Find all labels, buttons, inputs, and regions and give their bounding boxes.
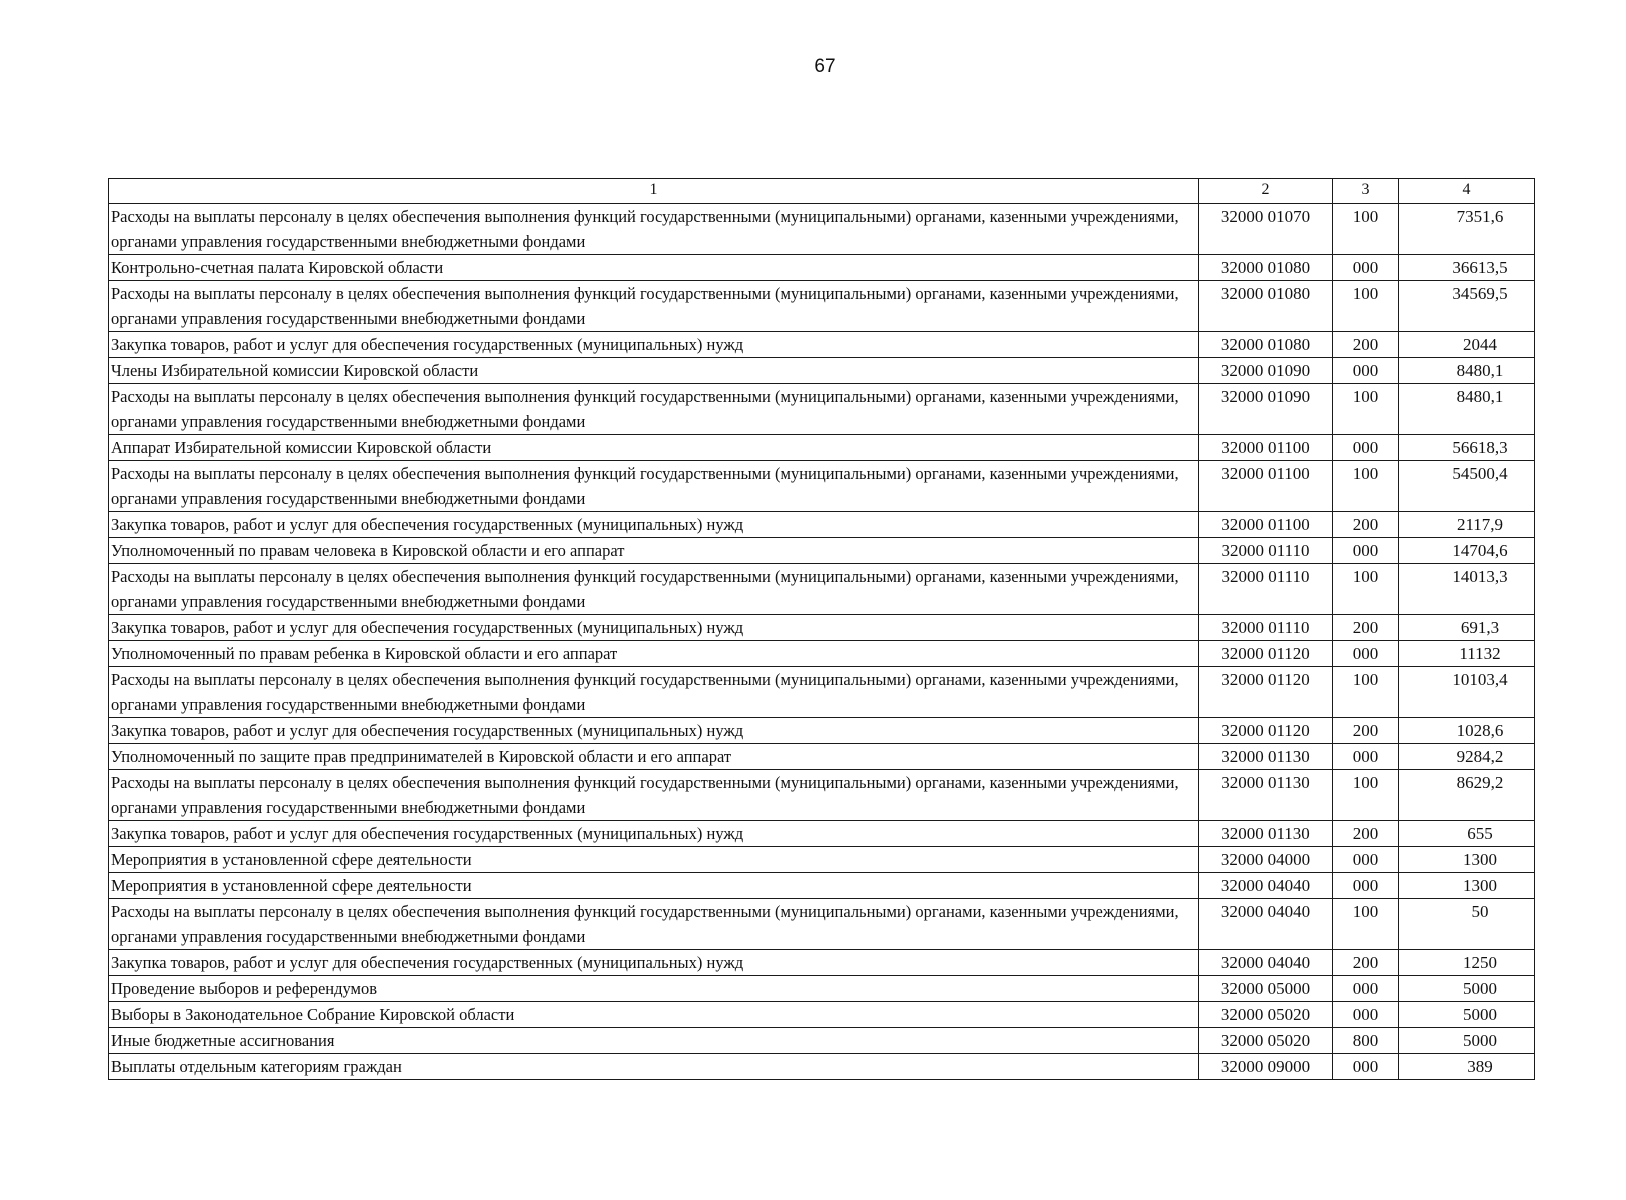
cell-code: 32000 01090 <box>1199 358 1333 384</box>
cell-code: 32000 04040 <box>1199 899 1333 950</box>
table-row <box>109 873 1535 899</box>
cell-sum: 389 <box>1399 1054 1535 1080</box>
column-header-1: 1 <box>109 179 1199 204</box>
cell-name: Расходы на выплаты персоналу в целях обеспечения выполнения функций государственными (муниципальными) органами, казенными учреждениями, органами управления государственными внебюджетными фондами <box>109 667 1199 718</box>
cell-kind: 000 <box>1333 538 1399 564</box>
cell-name: Закупка товаров, работ и услуг для обеспечения государственных (муниципальных) нужд <box>109 332 1199 358</box>
cell-sum: 655 <box>1399 821 1535 847</box>
cell-sum: 8480,1 <box>1399 384 1535 435</box>
cell-code: 32000 01120 <box>1199 641 1333 667</box>
cell-sum: 691,3 <box>1399 615 1535 641</box>
table-row <box>109 1028 1535 1054</box>
cell-name: Закупка товаров, работ и услуг для обеспечения государственных (муниципальных) нужд <box>109 718 1199 744</box>
cell-kind: 100 <box>1333 461 1399 512</box>
cell-kind: 200 <box>1333 332 1399 358</box>
cell-name: Закупка товаров, работ и услуг для обеспечения государственных (муниципальных) нужд <box>109 615 1199 641</box>
table-body <box>109 204 1535 1080</box>
cell-sum: 5000 <box>1399 976 1535 1002</box>
cell-sum: 8480,1 <box>1399 358 1535 384</box>
cell-name: Закупка товаров, работ и услуг для обеспечения государственных (муниципальных) нужд <box>109 821 1199 847</box>
cell-sum: 1028,6 <box>1399 718 1535 744</box>
cell-sum: 14704,6 <box>1399 538 1535 564</box>
cell-sum: 34569,5 <box>1399 281 1535 332</box>
table-header-row <box>109 179 1535 204</box>
cell-code: 32000 01100 <box>1199 435 1333 461</box>
table-row <box>109 435 1535 461</box>
cell-name: Расходы на выплаты персоналу в целях обеспечения выполнения функций государственными (муниципальными) органами, казенными учреждениями, органами управления государственными внебюджетными фондами <box>109 770 1199 821</box>
cell-name: Расходы на выплаты персоналу в целях обеспечения выполнения функций государственными (муниципальными) органами, казенными учреждениями, органами управления государственными внебюджетными фондами <box>109 564 1199 615</box>
cell-name: Расходы на выплаты персоналу в целях обеспечения выполнения функций государственными (муниципальными) органами, казенными учреждениями, органами управления государственными внебюджетными фондами <box>109 281 1199 332</box>
table-row <box>109 950 1535 976</box>
table-row <box>109 821 1535 847</box>
cell-code: 32000 04040 <box>1199 950 1333 976</box>
cell-code: 32000 01080 <box>1199 332 1333 358</box>
cell-code: 32000 01100 <box>1199 461 1333 512</box>
cell-code: 32000 01120 <box>1199 718 1333 744</box>
cell-sum: 1300 <box>1399 873 1535 899</box>
cell-code: 32000 01090 <box>1199 384 1333 435</box>
cell-name: Аппарат Избирательной комиссии Кировской области <box>109 435 1199 461</box>
cell-name: Иные бюджетные ассигнования <box>109 1028 1199 1054</box>
cell-kind: 000 <box>1333 358 1399 384</box>
cell-code: 32000 05000 <box>1199 976 1333 1002</box>
cell-code: 32000 05020 <box>1199 1028 1333 1054</box>
cell-code: 32000 01130 <box>1199 821 1333 847</box>
cell-sum: 11132 <box>1399 641 1535 667</box>
cell-code: 32000 04000 <box>1199 847 1333 873</box>
table-row <box>109 667 1535 718</box>
cell-name: Контрольно-счетная палата Кировской области <box>109 255 1199 281</box>
cell-sum: 36613,5 <box>1399 255 1535 281</box>
cell-name: Закупка товаров, работ и услуг для обеспечения государственных (муниципальных) нужд <box>109 950 1199 976</box>
cell-code: 32000 01130 <box>1199 770 1333 821</box>
cell-code: 32000 01110 <box>1199 615 1333 641</box>
cell-code: 32000 01110 <box>1199 538 1333 564</box>
cell-code: 32000 01130 <box>1199 744 1333 770</box>
cell-sum: 10103,4 <box>1399 667 1535 718</box>
cell-code: 32000 04040 <box>1199 873 1333 899</box>
cell-code: 32000 01110 <box>1199 564 1333 615</box>
cell-name: Расходы на выплаты персоналу в целях обеспечения выполнения функций государственными (муниципальными) органами, казенными учреждениями, органами управления государственными внебюджетными фондами <box>109 899 1199 950</box>
cell-kind: 000 <box>1333 435 1399 461</box>
table-row <box>109 255 1535 281</box>
cell-code: 32000 01080 <box>1199 281 1333 332</box>
cell-kind: 100 <box>1333 384 1399 435</box>
table-row <box>109 461 1535 512</box>
cell-name: Уполномоченный по правам ребенка в Кировской области и его аппарат <box>109 641 1199 667</box>
cell-name: Мероприятия в установленной сфере деятельности <box>109 847 1199 873</box>
cell-kind: 000 <box>1333 744 1399 770</box>
table-row <box>109 770 1535 821</box>
cell-kind: 000 <box>1333 255 1399 281</box>
table-row <box>109 512 1535 538</box>
table-row <box>109 538 1535 564</box>
cell-name: Проведение выборов и референдумов <box>109 976 1199 1002</box>
cell-sum: 9284,2 <box>1399 744 1535 770</box>
column-header-3: 3 <box>1333 179 1399 204</box>
cell-sum: 2117,9 <box>1399 512 1535 538</box>
cell-kind: 100 <box>1333 281 1399 332</box>
table-row <box>109 281 1535 332</box>
cell-sum: 56618,3 <box>1399 435 1535 461</box>
cell-kind: 200 <box>1333 615 1399 641</box>
table-row <box>109 899 1535 950</box>
cell-sum: 7351,6 <box>1399 204 1535 255</box>
cell-code: 32000 01080 <box>1199 255 1333 281</box>
cell-sum: 5000 <box>1399 1002 1535 1028</box>
cell-code: 32000 09000 <box>1199 1054 1333 1080</box>
cell-name: Расходы на выплаты персоналу в целях обеспечения выполнения функций государственными (муниципальными) органами, казенными учреждениями, органами управления государственными внебюджетными фондами <box>109 204 1199 255</box>
cell-sum: 50 <box>1399 899 1535 950</box>
cell-code: 32000 01120 <box>1199 667 1333 718</box>
cell-kind: 100 <box>1333 204 1399 255</box>
cell-kind: 000 <box>1333 1002 1399 1028</box>
cell-kind: 000 <box>1333 847 1399 873</box>
cell-code: 32000 05020 <box>1199 1002 1333 1028</box>
cell-kind: 100 <box>1333 667 1399 718</box>
page-number: 67 <box>814 56 836 77</box>
cell-kind: 000 <box>1333 873 1399 899</box>
cell-kind: 200 <box>1333 718 1399 744</box>
cell-sum: 54500,4 <box>1399 461 1535 512</box>
column-header-2: 2 <box>1199 179 1333 204</box>
table-row <box>109 384 1535 435</box>
cell-name: Уполномоченный по правам человека в Кировской области и его аппарат <box>109 538 1199 564</box>
cell-sum: 5000 <box>1399 1028 1535 1054</box>
table-row <box>109 358 1535 384</box>
cell-name: Расходы на выплаты персоналу в целях обеспечения выполнения функций государственными (муниципальными) органами, казенными учреждениями, органами управления государственными внебюджетными фондами <box>109 384 1199 435</box>
table-row <box>109 847 1535 873</box>
cell-sum: 1250 <box>1399 950 1535 976</box>
table-row <box>109 718 1535 744</box>
table-row <box>109 976 1535 1002</box>
table-row <box>109 641 1535 667</box>
cell-kind: 100 <box>1333 899 1399 950</box>
table-row <box>109 744 1535 770</box>
cell-sum: 8629,2 <box>1399 770 1535 821</box>
budget-table <box>108 178 1535 1080</box>
cell-sum: 1300 <box>1399 847 1535 873</box>
table-row <box>109 615 1535 641</box>
cell-kind: 800 <box>1333 1028 1399 1054</box>
cell-name: Закупка товаров, работ и услуг для обеспечения государственных (муниципальных) нужд <box>109 512 1199 538</box>
table-row <box>109 204 1535 255</box>
cell-kind: 000 <box>1333 1054 1399 1080</box>
cell-name: Мероприятия в установленной сфере деятельности <box>109 873 1199 899</box>
cell-sum: 2044 <box>1399 332 1535 358</box>
column-header-4: 4 <box>1399 179 1535 204</box>
cell-kind: 100 <box>1333 770 1399 821</box>
cell-code: 32000 01100 <box>1199 512 1333 538</box>
cell-kind: 000 <box>1333 641 1399 667</box>
cell-kind: 200 <box>1333 512 1399 538</box>
table-row <box>109 1002 1535 1028</box>
table-row <box>109 564 1535 615</box>
cell-kind: 200 <box>1333 821 1399 847</box>
cell-sum: 14013,3 <box>1399 564 1535 615</box>
cell-kind: 100 <box>1333 564 1399 615</box>
cell-name: Члены Избирательной комиссии Кировской области <box>109 358 1199 384</box>
cell-kind: 000 <box>1333 976 1399 1002</box>
cell-code: 32000 01070 <box>1199 204 1333 255</box>
cell-name: Выплаты отдельным категориям граждан <box>109 1054 1199 1080</box>
cell-kind: 200 <box>1333 950 1399 976</box>
cell-name: Выборы в Законодательное Собрание Кировской области <box>109 1002 1199 1028</box>
cell-name: Уполномоченный по защите прав предпринимателей в Кировской области и его аппарат <box>109 744 1199 770</box>
table-row <box>109 1054 1535 1080</box>
table-row <box>109 332 1535 358</box>
cell-name: Расходы на выплаты персоналу в целях обеспечения выполнения функций государственными (муниципальными) органами, казенными учреждениями, органами управления государственными внебюджетными фондами <box>109 461 1199 512</box>
